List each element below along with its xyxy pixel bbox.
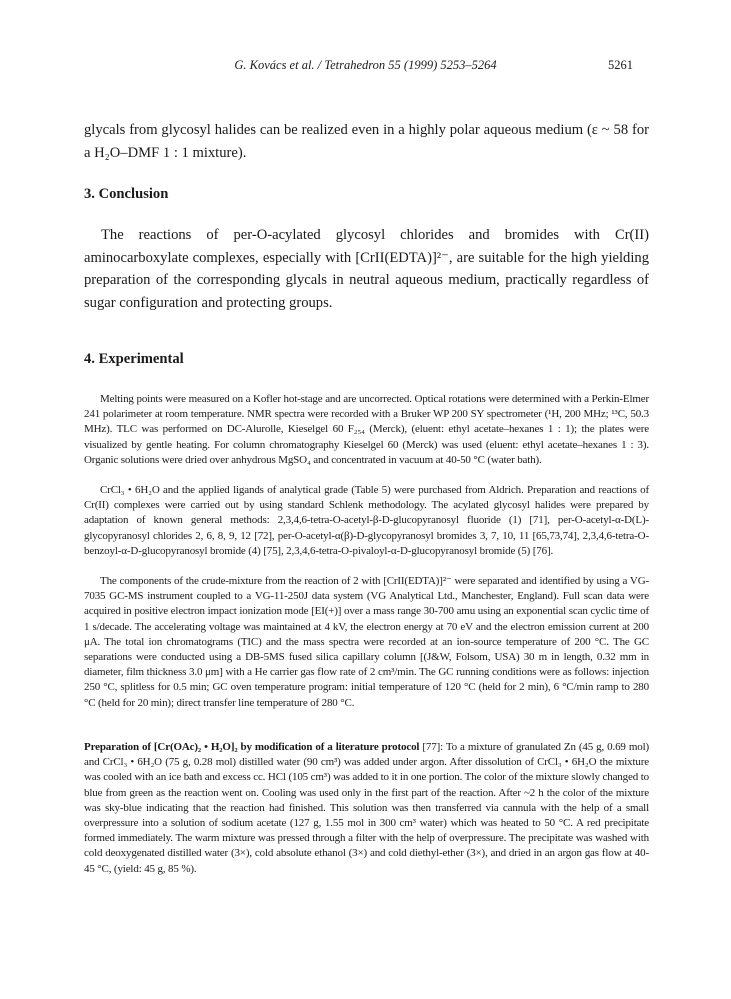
- page-header: [0, 58, 731, 74]
- preparation-lead: Preparation of [Cr(OAc)₂ • H₂O]₂ by modification of a literature protocol: [84, 741, 420, 753]
- conclusion-heading: 3. Conclusion: [84, 186, 169, 202]
- experimental-paragraph-reagents: CrCl₃ • 6H₂O and the applied ligands of analytical grade (Table 5) were purchased from Aldrich. Preparation and reactions of Cr(II) complexes were carried out by using standard Schlenk methodology. The acylated glycosyl halides were prepared by adaptation of known general methods: 2,3,4,6-tetra-O-acetyl-β-D-glucopyranosyl fluoride (1) [71], per-O-acetyl-α-D(L)-glycopyranosyl chlorides 2, 6, 8, 9, 12 [72], per-O-acetyl-α(β)-D-glycopyranosyl bromides 3, 7, 10, 11 [65,73,74], 2,3,4,6-tetra-O-benzoyl-α-D-glucopyranosyl bromide (4) [75], 2,3,4,6-tetra-O-pivaloyl-α-D-glucopyranosyl bromide (5) [76].: [84, 484, 649, 557]
- preparation-text: [77]: To a mixture of granulated Zn (45 g, 0.69 mol) and CrCl₃ • 6H₂O (75 g, 0.28 mol) distilled water (90 cm³) was added under argon. After dissolution of CrCl₃ • 6H₂O the mixture was cooled with an ice bath and excess cc. HCl (105 cm³) was added to it in one portion. The color of the mixture slowly changed to blue from green as the reaction went on. Cooling was used only in the first part of the reaction. After ~2 h the color of the mixture was sky-blue indicating that the reaction had finished. This solution was then transferred via cannula with the help of a small overpressure into a solution of sodium acetate (127 g, 1.55 mol in 300 cm³ water) which was heated to 50 °C. A red precipitate formed immediately. The warm mixture was pressed through a filter with the help of overpressure. The precipitate was washed with cold deoxygenated distilled water (3×), cold absolute ethanol (3×) and cold diethyl-ether (3×), and dried in an argon gas flow at 40-45 °C, (yield: 45 g, 85 %).: [84, 741, 649, 875]
- running-head: G. Kovács et al. / Tetrahedron 55 (1999) 5253–5264: [234, 58, 497, 72]
- experimental-paragraph-gcms: The components of the crude-mixture from the reaction of 2 with [CrII(EDTA)]²⁻ were separated and identified by using a VG-7035 GC-MS instrument coupled to a VG-11-250J data system (VG Analytical Ltd., Manchester, England). Full scan data were acquired in positive electron impact ionization mode [EI(+)] over a mass range 30-700 amu using an exponential scan cyclic time of 1 s/decade. The accelerating voltage was maintained at 4 kV, the electron energy at 70 eV and the electron emission current at 200 μA. The total ion chromatograms (TIC) and the mass spectra were recorded at an ion-source temperature of 200 °C. The GC separations were conducted using a DB-5MS fused silica capillary column [(J&W, Folsom, USA) 30 m in length, 0.32 mm in diameter, film thickness 3.0 μm] with a He carrier gas flow rate of 2 cm³/min. The GC running conditions were as follows: injection 250 °C, splitless for 0.5 min; GC oven temperature program: initial temperature of 120 °C (held for 2 min), 6 °C/min ramp to 280 °C (held for 20 min); direct transfer line temperature of 280 °C.: [84, 575, 649, 709]
- intro-paragraph: glycals from glycosyl halides can be realized even in a highly polar aqueous medium (ε ~ 58 for a H₂O–DMF 1 : 1 mixture).: [84, 122, 649, 161]
- page-number: 5261: [608, 58, 633, 72]
- conclusion-paragraph: The reactions of per-O-acylated glycosyl chlorides and bromides with Cr(II) aminocarboxylate complexes, especially with [CrII(EDTA)]²⁻, are suitable for the high yielding preparation of the corresponding glycals in neutral aqueous medium, practically regardless of sugar configuration and protecting groups.: [84, 227, 649, 311]
- experimental-paragraph-preparation: [84, 740, 649, 877]
- experimental-paragraph-instruments: Melting points were measured on a Kofler hot-stage and are uncorrected. Optical rotations were determined with a Perkin-Elmer 241 polarimeter at room temperature. NMR spectra were recorded with a Bruker WP 200 SY spectrometer (¹H, 200 MHz; ¹³C, 50.3 MHz). TLC was performed on DC-Alurolle, Kieselgel 60 F₂₅₄ (Merck), (eluent: ethyl acetate–hexanes 1 : 1); the plates were visualized by gentle heating. For column chromatography Kieselgel 60 (Merck) was used (eluent: ethyl acetate–hexanes 1 : 3). Organic solutions were dried over anhydrous MgSO₄ and concentrated in vacuum at 40-50 °C (water bath).: [84, 393, 649, 466]
- experimental-heading: 4. Experimental: [84, 351, 184, 367]
